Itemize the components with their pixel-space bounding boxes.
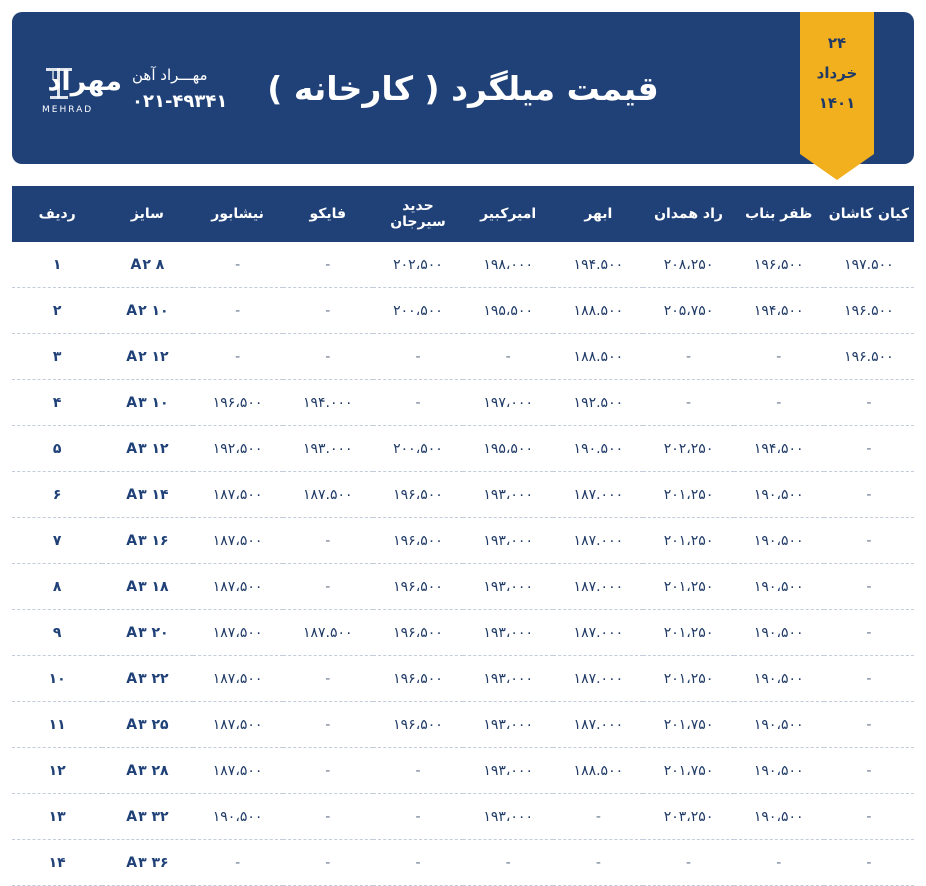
table-cell: ۱۹۶،۵۰۰ <box>373 518 463 564</box>
table-cell: ۱۳ <box>12 794 102 840</box>
table-cell: ۷ <box>12 518 102 564</box>
table-cell: ۱۰ <box>12 656 102 702</box>
table-cell: ۲۰۱،۲۵۰ <box>643 610 733 656</box>
header-banner <box>12 12 914 164</box>
table-cell: - <box>283 748 373 794</box>
table-cell: - <box>824 472 914 518</box>
table-cell: - <box>463 334 553 380</box>
table-cell: ۱۸۷.۵۰۰ <box>283 610 373 656</box>
table-cell: ۱۹۶،۵۰۰ <box>373 656 463 702</box>
table-cell: - <box>283 334 373 380</box>
table-cell: ۱۹۴.۵۰۰ <box>553 242 643 288</box>
table-cell: ۱۹۷،۰۰۰ <box>463 380 553 426</box>
table-cell: - <box>734 334 824 380</box>
table-row <box>12 656 914 702</box>
table-cell: ۱۹۵،۵۰۰ <box>463 426 553 472</box>
table-cell: - <box>283 242 373 288</box>
table-cell: - <box>193 288 283 334</box>
table-cell: ۱۹۳،۰۰۰ <box>463 518 553 564</box>
table-cell: - <box>734 840 824 886</box>
table-cell: - <box>824 426 914 472</box>
table-cell: ۱۸۷.۵۰۰ <box>283 472 373 518</box>
column-header-fayco: فایکو <box>283 186 373 242</box>
table-cell: - <box>824 610 914 656</box>
table-cell: A۳ ۱۴ <box>102 472 192 518</box>
table-row <box>12 702 914 748</box>
table-head <box>12 186 914 242</box>
table-row <box>12 840 914 886</box>
table-cell: A۳ ۳۶ <box>102 840 192 886</box>
table-cell: - <box>643 380 733 426</box>
table-cell: A۳ ۲۲ <box>102 656 192 702</box>
column-header-abhar: ابهر <box>553 186 643 242</box>
table-row <box>12 426 914 472</box>
table-cell: - <box>553 840 643 886</box>
table-cell: ۱ <box>12 242 102 288</box>
table-cell: ۱۸۷.۰۰۰ <box>553 656 643 702</box>
table-cell: ۱۸۷،۵۰۰ <box>193 564 283 610</box>
price-table <box>12 186 914 886</box>
table-cell: A۳ ۳۲ <box>102 794 192 840</box>
table-cell: ۲۰۰،۵۰۰ <box>373 288 463 334</box>
table-cell: ۱۹۴،۵۰۰ <box>734 288 824 334</box>
table-cell: - <box>463 840 553 886</box>
table-cell: ۱۸۸.۵۰۰ <box>553 334 643 380</box>
table-cell: - <box>824 380 914 426</box>
price-table-wrap <box>12 186 914 886</box>
column-header-row-index: ردیف <box>12 186 102 242</box>
table-cell: ۱۹۰،۵۰۰ <box>734 610 824 656</box>
table-cell: - <box>283 794 373 840</box>
table-cell: - <box>643 334 733 380</box>
table-cell: - <box>283 840 373 886</box>
table-cell: A۲ ۱۰ <box>102 288 192 334</box>
table-cell: ۹ <box>12 610 102 656</box>
table-cell: - <box>193 334 283 380</box>
table-cell: ۱۹۳،۰۰۰ <box>463 564 553 610</box>
table-cell: ۱۹۳،۰۰۰ <box>463 610 553 656</box>
date-month: خرداد <box>816 64 858 82</box>
table-cell: ۱۹۳،۰۰۰ <box>463 656 553 702</box>
date-day: ۲۴ <box>827 34 847 52</box>
table-cell: ۱۹۶،۵۰۰ <box>373 564 463 610</box>
table-cell: - <box>734 380 824 426</box>
table-cell: ۱۸۷.۰۰۰ <box>553 610 643 656</box>
table-cell: ۲۰۱،۷۵۰ <box>643 748 733 794</box>
table-cell: ۲۰۲،۵۰۰ <box>373 242 463 288</box>
table-cell: ۳ <box>12 334 102 380</box>
table-cell: - <box>824 748 914 794</box>
table-cell: ۱۲ <box>12 748 102 794</box>
table-row <box>12 334 914 380</box>
table-cell: ۱۹۳.۰۰۰ <box>283 426 373 472</box>
table-cell: ۱۹۰،۵۰۰ <box>734 794 824 840</box>
table-cell: - <box>824 840 914 886</box>
table-row <box>12 794 914 840</box>
table-cell: ۲۰۳،۲۵۰ <box>643 794 733 840</box>
table-cell: ۶ <box>12 472 102 518</box>
table-cell: ۲۰۱،۲۵۰ <box>643 656 733 702</box>
column-header-hadid-sirjan: حدید سیرجان <box>373 186 463 242</box>
table-cell: ۱۹۶.۵۰۰ <box>824 288 914 334</box>
table-cell: - <box>373 840 463 886</box>
table-cell: A۳ ۱۸ <box>102 564 192 610</box>
column-header-rad-hamedan: راد همدان <box>643 186 733 242</box>
table-cell: - <box>824 794 914 840</box>
table-cell: ۱۹۰،۵۰۰ <box>734 518 824 564</box>
table-cell: - <box>824 564 914 610</box>
table-cell: ۱۸۷،۵۰۰ <box>193 472 283 518</box>
page-title: قیمت میلگرد ( کارخانه ) <box>267 68 659 108</box>
table-cell: A۲ ۱۲ <box>102 334 192 380</box>
brand-logo-fa: مهراد <box>47 66 122 97</box>
table-cell: ۱۹۳،۰۰۰ <box>463 748 553 794</box>
table-cell: ۱۹۰،۵۰۰ <box>734 702 824 748</box>
table-cell: ۱۸۷،۵۰۰ <box>193 518 283 564</box>
brand-logo <box>38 64 122 116</box>
table-cell: ۱۸۸.۵۰۰ <box>553 748 643 794</box>
table-cell: ۱۹۶،۵۰۰ <box>373 610 463 656</box>
table-cell: ۸ <box>12 564 102 610</box>
table-cell: - <box>824 656 914 702</box>
date-ribbon <box>800 12 874 154</box>
table-cell: - <box>193 840 283 886</box>
table-cell: - <box>373 380 463 426</box>
table-cell: ۱۴ <box>12 840 102 886</box>
table-cell: - <box>373 334 463 380</box>
table-cell: ۲۰۱،۲۵۰ <box>643 518 733 564</box>
table-cell: A۳ ۲۵ <box>102 702 192 748</box>
table-cell: ۱۹۰،۵۰۰ <box>193 794 283 840</box>
table-cell: ۱۱ <box>12 702 102 748</box>
table-cell: - <box>824 702 914 748</box>
table-cell: ۱۸۷،۵۰۰ <box>193 610 283 656</box>
table-cell: ۱۹۶،۵۰۰ <box>193 380 283 426</box>
table-cell: ۲ <box>12 288 102 334</box>
table-row <box>12 380 914 426</box>
table-cell: ۱۹۶،۵۰۰ <box>734 242 824 288</box>
table-cell: ۲۰۰،۵۰۰ <box>373 426 463 472</box>
table-cell: ۱۹۶،۵۰۰ <box>373 702 463 748</box>
table-cell: - <box>193 242 283 288</box>
table-row <box>12 242 914 288</box>
table-cell: ۲۰۸،۲۵۰ <box>643 242 733 288</box>
table-cell: A۲ ۸ <box>102 242 192 288</box>
table-cell: A۳ ۲۸ <box>102 748 192 794</box>
table-cell: - <box>283 702 373 748</box>
table-row <box>12 288 914 334</box>
table-cell: - <box>283 518 373 564</box>
column-header-amirkabir: امیرکبیر <box>463 186 553 242</box>
table-cell: - <box>373 794 463 840</box>
table-cell: - <box>283 288 373 334</box>
table-cell: ۱۹۰،۵۰۰ <box>734 656 824 702</box>
table-cell: - <box>824 518 914 564</box>
table-cell: ۲۰۱،۷۵۰ <box>643 702 733 748</box>
table-header-row <box>12 186 914 242</box>
table-cell: ۲۰۱،۲۵۰ <box>643 564 733 610</box>
table-cell: ۴ <box>12 380 102 426</box>
table-cell: ۱۹۰،۵۰۰ <box>734 564 824 610</box>
table-cell: ۱۸۷.۰۰۰ <box>553 518 643 564</box>
table-row <box>12 518 914 564</box>
brand-phone: ۰۲۱-۴۹۳۴۱ <box>132 90 228 112</box>
table-cell: - <box>373 748 463 794</box>
table-cell: ۱۹۴.۰۰۰ <box>283 380 373 426</box>
table-cell: ۱۹۰،۵۰۰ <box>734 472 824 518</box>
table-cell: ۱۹۵،۵۰۰ <box>463 288 553 334</box>
column-header-neyshabour: نیشابور <box>193 186 283 242</box>
table-cell: - <box>283 564 373 610</box>
table-cell: ۱۹۲.۵۰۰ <box>553 380 643 426</box>
date-year: ۱۴۰۱ <box>818 94 856 112</box>
brand-text <box>132 64 227 115</box>
table-cell: ۱۹۷.۵۰۰ <box>824 242 914 288</box>
table-cell: ۱۹۳،۰۰۰ <box>463 702 553 748</box>
table-cell: ۱۹۲،۵۰۰ <box>193 426 283 472</box>
table-row <box>12 610 914 656</box>
table-cell: - <box>283 656 373 702</box>
table-cell: - <box>553 794 643 840</box>
table-body <box>12 242 914 886</box>
column-header-size: سایز <box>102 186 192 242</box>
table-row <box>12 564 914 610</box>
table-cell: ۲۰۲،۲۵۰ <box>643 426 733 472</box>
table-cell: - <box>643 840 733 886</box>
table-cell: ۱۹۶.۵۰۰ <box>824 334 914 380</box>
column-header-kian-kashan: کیان کاشان <box>824 186 914 242</box>
brand-logo-en: MEHRAD <box>42 105 94 115</box>
table-row <box>12 472 914 518</box>
table-cell: ۱۸۷.۰۰۰ <box>553 702 643 748</box>
table-cell: ۱۸۷،۵۰۰ <box>193 702 283 748</box>
table-cell: A۳ ۲۰ <box>102 610 192 656</box>
table-cell: ۱۹۳،۰۰۰ <box>463 472 553 518</box>
table-cell: ۱۹۴،۵۰۰ <box>734 426 824 472</box>
table-cell: ۱۸۷.۰۰۰ <box>553 472 643 518</box>
table-cell: ۲۰۱،۲۵۰ <box>643 472 733 518</box>
table-cell: ۵ <box>12 426 102 472</box>
table-cell: ۱۹۳،۰۰۰ <box>463 794 553 840</box>
table-cell: A۳ ۱۲ <box>102 426 192 472</box>
column-header-zafar-bonab: ظفر بناب <box>734 186 824 242</box>
table-cell: ۱۸۷،۵۰۰ <box>193 656 283 702</box>
table-cell: ۱۹۸،۰۰۰ <box>463 242 553 288</box>
table-cell: ۱۹۰.۵۰۰ <box>553 426 643 472</box>
table-cell: ۱۸۸.۵۰۰ <box>553 288 643 334</box>
brand-block <box>38 64 227 116</box>
brand-name: مهـــراد آهن <box>132 66 208 85</box>
table-cell: ۱۹۶،۵۰۰ <box>373 472 463 518</box>
table-cell: A۳ ۱۰ <box>102 380 192 426</box>
table-cell: ۱۸۷،۵۰۰ <box>193 748 283 794</box>
table-cell: ۲۰۵،۷۵۰ <box>643 288 733 334</box>
table-cell: A۳ ۱۶ <box>102 518 192 564</box>
table-row <box>12 748 914 794</box>
table-cell: ۱۹۰،۵۰۰ <box>734 748 824 794</box>
table-cell: ۱۸۷.۰۰۰ <box>553 564 643 610</box>
